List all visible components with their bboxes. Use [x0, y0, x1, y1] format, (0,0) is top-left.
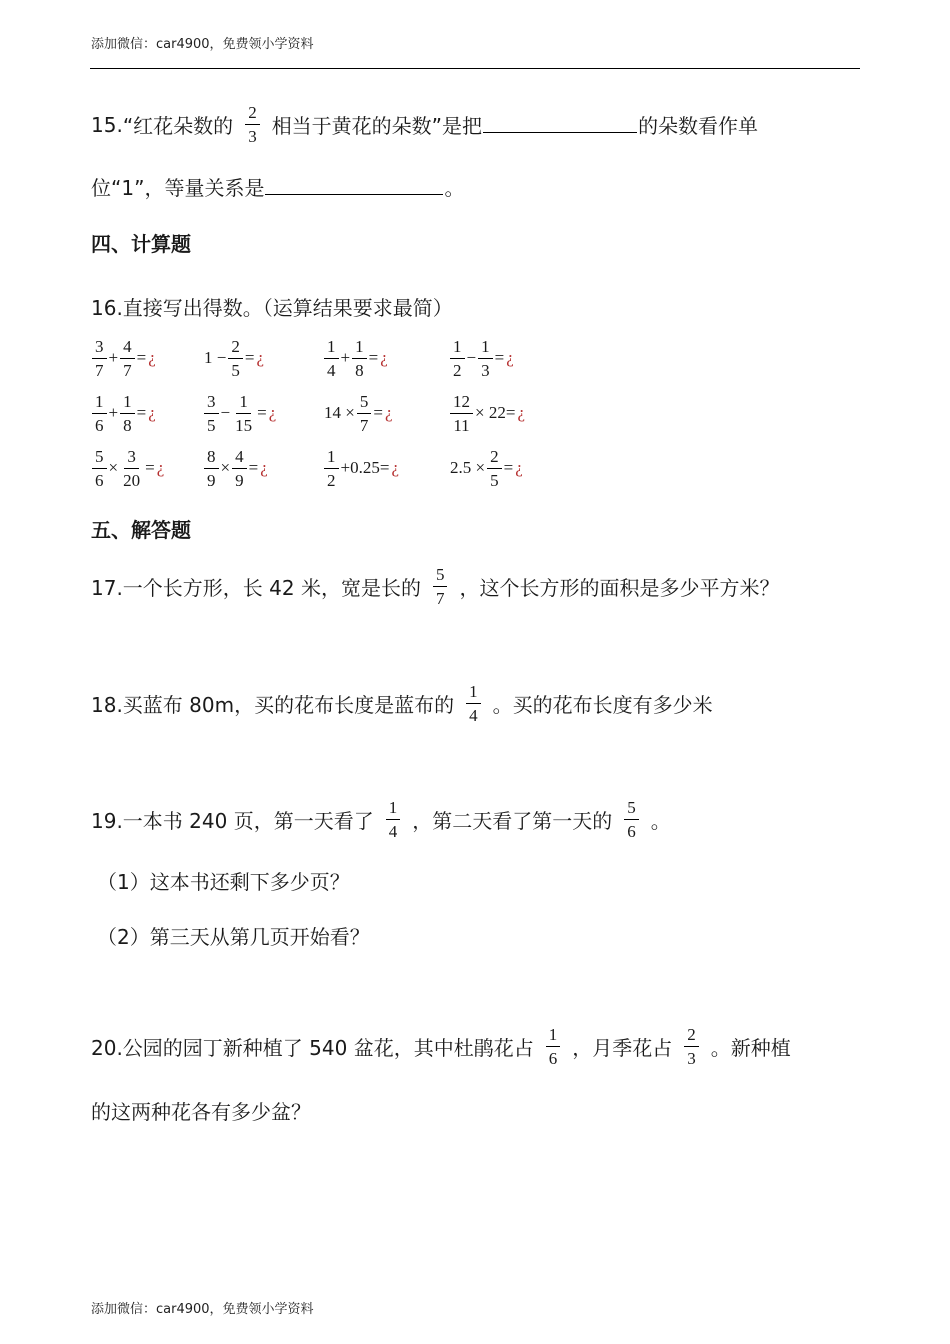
answer-blank-2[interactable]	[265, 174, 443, 195]
operator-text: +	[108, 403, 119, 422]
denominator: 7	[435, 589, 445, 608]
denominator: 8	[123, 415, 132, 435]
fraction	[352, 338, 367, 379]
calc-item	[449, 445, 523, 491]
answer-placeholder[interactable]: ¿	[391, 458, 399, 477]
answer-placeholder[interactable]: ¿	[515, 458, 523, 477]
numerator: 4	[120, 338, 135, 359]
numerator: 5	[92, 448, 107, 469]
fraction	[433, 566, 448, 607]
answer-placeholder[interactable]: ¿	[260, 458, 268, 477]
numerator: 1	[466, 683, 481, 704]
operator-text: =	[257, 403, 267, 422]
operator-text: 2.5 ×	[450, 458, 486, 477]
numerator: 5	[433, 566, 448, 587]
operator-text: =	[145, 458, 155, 477]
numerator: 5	[624, 799, 639, 820]
calc-item	[91, 390, 156, 436]
numerator: 1	[352, 338, 367, 359]
header-rule	[90, 68, 860, 69]
calc-item	[449, 390, 525, 436]
numerator: 1	[120, 393, 135, 414]
calc-item	[91, 335, 156, 381]
question-15-line1	[91, 104, 758, 145]
operator-text: =	[494, 348, 505, 367]
numerator: 2	[245, 104, 260, 125]
denominator: 7	[95, 360, 104, 380]
denominator: 8	[355, 360, 364, 380]
operator-text: −	[466, 348, 477, 367]
operator-text: =	[503, 458, 514, 477]
question-15-text-c: 的朵数看作单	[638, 114, 759, 138]
numerator: 3	[124, 448, 139, 469]
operator-text: =	[368, 348, 379, 367]
denominator: 6	[627, 822, 636, 841]
question-20-text-a: 20.公园的园丁新种植了 540 盆花，其中杜鹃花占	[91, 1036, 534, 1060]
operator-text: 14 ×	[324, 403, 355, 422]
fraction	[92, 393, 107, 434]
fraction	[450, 338, 465, 379]
numerator: 1	[324, 448, 339, 469]
question-20-line2	[91, 1096, 311, 1125]
answer-placeholder[interactable]: ¿	[380, 348, 388, 367]
fraction	[120, 393, 135, 434]
question-19-sub-1: （1）这本书还剩下多少页？	[97, 870, 350, 894]
operator-text: ×	[108, 458, 119, 477]
operator-text: =	[244, 348, 255, 367]
question-17-text-b: ，这个长方形的面积是多少平方米？	[459, 576, 780, 600]
fraction	[324, 338, 339, 379]
question-18	[91, 683, 713, 724]
denominator: 7	[123, 360, 132, 380]
denominator: 3	[687, 1049, 696, 1068]
calc-item	[203, 390, 276, 436]
fraction	[478, 338, 493, 379]
denominator: 5	[490, 470, 499, 490]
fraction	[92, 338, 107, 379]
numerator: 1	[478, 338, 493, 359]
denominator: 2	[453, 360, 462, 380]
numerator: 2	[487, 448, 502, 469]
operator-text: 1 −	[204, 348, 227, 367]
question-20-text-c: 。新种植	[710, 1036, 791, 1060]
question-15-line2-end: 。	[444, 176, 465, 200]
question-17	[91, 566, 779, 607]
fraction	[624, 799, 639, 840]
question-17-text-a: 17.一个长方形，长 42 米，宽是长的	[91, 576, 421, 600]
calc-item	[449, 335, 514, 381]
operator-text: +	[340, 348, 351, 367]
denominator: 6	[548, 1049, 558, 1068]
operator-text: =	[248, 458, 259, 477]
question-18-text-b: 。买的花布长度有多少米	[492, 693, 713, 717]
header-note: 添加微信：car4900，免费领小学资料	[91, 37, 314, 52]
answer-placeholder[interactable]: ¿	[256, 348, 264, 367]
calc-item	[323, 335, 388, 381]
denominator: 9	[207, 470, 216, 490]
operator-text: ×	[220, 458, 231, 477]
question-15-line2	[91, 172, 464, 201]
fraction	[232, 393, 255, 434]
calc-item	[203, 335, 264, 381]
question-15-text-b: 相当于黄花的朵数”是把	[271, 114, 483, 138]
answer-placeholder[interactable]: ¿	[268, 403, 277, 422]
answer-placeholder[interactable]: ¿	[148, 348, 156, 367]
numerator: 3	[92, 338, 107, 359]
denominator: 2	[327, 470, 336, 490]
answer-placeholder[interactable]: ¿	[148, 403, 156, 422]
operator-text: +0.25=	[340, 458, 390, 477]
operator-text: =	[136, 348, 147, 367]
question-19	[91, 799, 671, 840]
footer-note: 添加微信：car4900，免费领小学资料	[91, 1302, 314, 1317]
fraction	[324, 448, 339, 489]
question-20-text-b: ，月季花占	[572, 1036, 673, 1060]
numerator: 3	[204, 393, 219, 414]
fraction	[120, 448, 143, 489]
denominator: 4	[327, 360, 336, 380]
fraction	[466, 683, 481, 724]
numerator: 4	[232, 448, 247, 469]
numerator: 1	[236, 393, 251, 414]
fraction	[232, 448, 247, 489]
answer-placeholder[interactable]: ¿	[156, 458, 165, 477]
fraction	[487, 448, 502, 489]
operator-text: +	[108, 348, 119, 367]
numerator: 1	[92, 393, 107, 414]
calc-item	[91, 445, 164, 491]
question-15-number: 15.	[91, 112, 123, 137]
calc-item	[203, 445, 268, 491]
denominator: 3	[481, 360, 490, 380]
denominator: 15	[235, 415, 253, 435]
denominator: 9	[235, 470, 244, 490]
fraction	[92, 448, 107, 489]
denominator: 4	[469, 706, 478, 725]
calc-item	[323, 445, 399, 491]
numerator: 1	[546, 1026, 561, 1047]
answer-placeholder[interactable]: ¿	[506, 348, 514, 367]
question-20-line2-text: 的这两种花各有多少盆？	[91, 1100, 311, 1124]
denominator: 6	[95, 470, 104, 490]
question-18-text-a: 18.买蓝布 80m，买的花布长度是蓝布的	[91, 693, 455, 717]
fraction	[546, 1026, 561, 1067]
calc-item	[323, 390, 392, 436]
numerator: 2	[228, 338, 243, 359]
answer-placeholder[interactable]: ¿	[384, 403, 393, 422]
question-15-text-a: “红花朵数的	[122, 114, 234, 138]
fraction	[120, 338, 135, 379]
numerator: 1	[450, 338, 465, 359]
denominator: 4	[388, 822, 398, 841]
numerator: 12	[450, 393, 473, 414]
numerator: 1	[386, 799, 401, 820]
numerator: 8	[204, 448, 219, 469]
fraction	[357, 393, 372, 434]
numerator: 2	[684, 1026, 699, 1047]
fraction	[684, 1026, 699, 1067]
section-heading-answers: 五、解答题	[91, 518, 191, 542]
answer-placeholder[interactable]: ¿	[517, 403, 525, 422]
question-19-text-b: ，第二天看了第一天的	[412, 809, 613, 833]
question-15-line2-text: 位“1”，等量关系是	[91, 176, 265, 200]
operator-text: × 22=	[475, 403, 516, 422]
denominator: 5	[231, 360, 240, 380]
fraction	[386, 799, 401, 840]
denominator: 11	[453, 415, 470, 435]
numerator: 1	[324, 338, 339, 359]
operator-text: −	[220, 403, 231, 422]
question-19-text-a: 19.一本书 240 页，第一天看了	[91, 809, 374, 833]
question-19-sub-2: （2）第三天从第几页开始看？	[97, 925, 370, 949]
question-20-line1	[91, 1026, 791, 1067]
fraction	[245, 104, 260, 145]
question-16-text: 16.直接写出得数。（运算结果要求最简）	[91, 296, 453, 320]
operator-text: =	[136, 403, 147, 422]
denominator: 20	[123, 470, 141, 490]
question-19-text-c: 。	[650, 809, 671, 833]
fraction	[204, 393, 219, 434]
numerator: 5	[357, 393, 372, 414]
fraction	[204, 448, 219, 489]
denominator: 6	[95, 415, 104, 435]
denominator: 3	[248, 127, 257, 146]
denominator: 7	[359, 415, 369, 435]
fraction	[228, 338, 243, 379]
answer-blank-1[interactable]	[483, 112, 637, 133]
fraction	[450, 393, 473, 434]
section-heading-calculation: 四、计算题	[91, 232, 191, 256]
question-16-title	[91, 292, 453, 321]
operator-text: =	[373, 403, 383, 422]
denominator: 5	[207, 415, 216, 435]
